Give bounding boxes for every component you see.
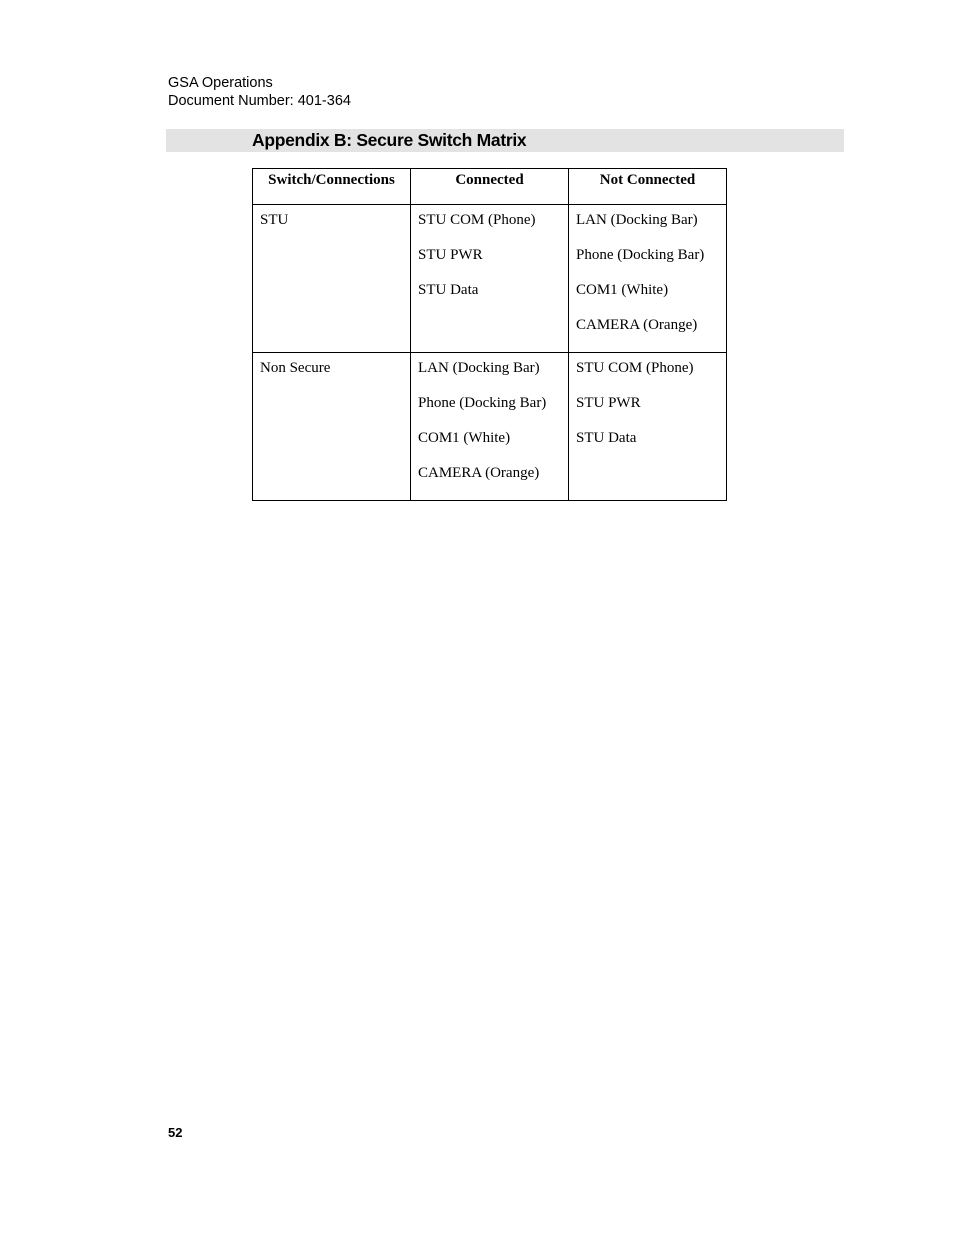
document-number: Document Number: 401-364	[168, 93, 351, 109]
not-connected-item: STU Data	[576, 430, 637, 446]
column-header-switch: Switch/Connections	[253, 169, 411, 205]
switch-cell	[253, 205, 411, 353]
connected-item: COM1 (White)	[418, 430, 511, 446]
connected-cell	[411, 205, 569, 353]
connected-item: Phone (Docking Bar)	[418, 395, 547, 411]
column-header-not-connected: Not Connected	[569, 169, 727, 205]
table-header-row	[253, 169, 727, 205]
organization-name: GSA Operations	[168, 75, 273, 91]
connected-cell	[411, 353, 569, 501]
not-connected-item: STU COM (Phone)	[576, 360, 694, 376]
switch-name: Non Secure	[260, 360, 331, 376]
connected-item: STU Data	[418, 282, 479, 298]
not-connected-item: LAN (Docking Bar)	[576, 212, 698, 228]
connected-item: LAN (Docking Bar)	[418, 360, 540, 376]
table-row	[253, 353, 727, 501]
column-header-connected: Connected	[411, 169, 569, 205]
not-connected-item: COM1 (White)	[576, 282, 669, 298]
table-row	[253, 205, 727, 353]
document-header	[168, 74, 351, 110]
not-connected-item: CAMERA (Orange)	[576, 317, 698, 333]
not-connected-item: STU PWR	[576, 395, 641, 411]
switch-cell	[253, 353, 411, 501]
not-connected-cell	[569, 205, 727, 353]
connected-item: CAMERA (Orange)	[418, 465, 540, 481]
connected-item: STU COM (Phone)	[418, 212, 536, 228]
secure-switch-matrix-table	[252, 168, 727, 501]
not-connected-cell	[569, 353, 727, 501]
appendix-heading-bar	[166, 129, 844, 152]
switch-name: STU	[260, 212, 289, 228]
not-connected-item: Phone (Docking Bar)	[576, 247, 705, 263]
page-number: 52	[168, 1125, 183, 1140]
appendix-title: Appendix B: Secure Switch Matrix	[252, 130, 527, 150]
connected-item: STU PWR	[418, 247, 483, 263]
